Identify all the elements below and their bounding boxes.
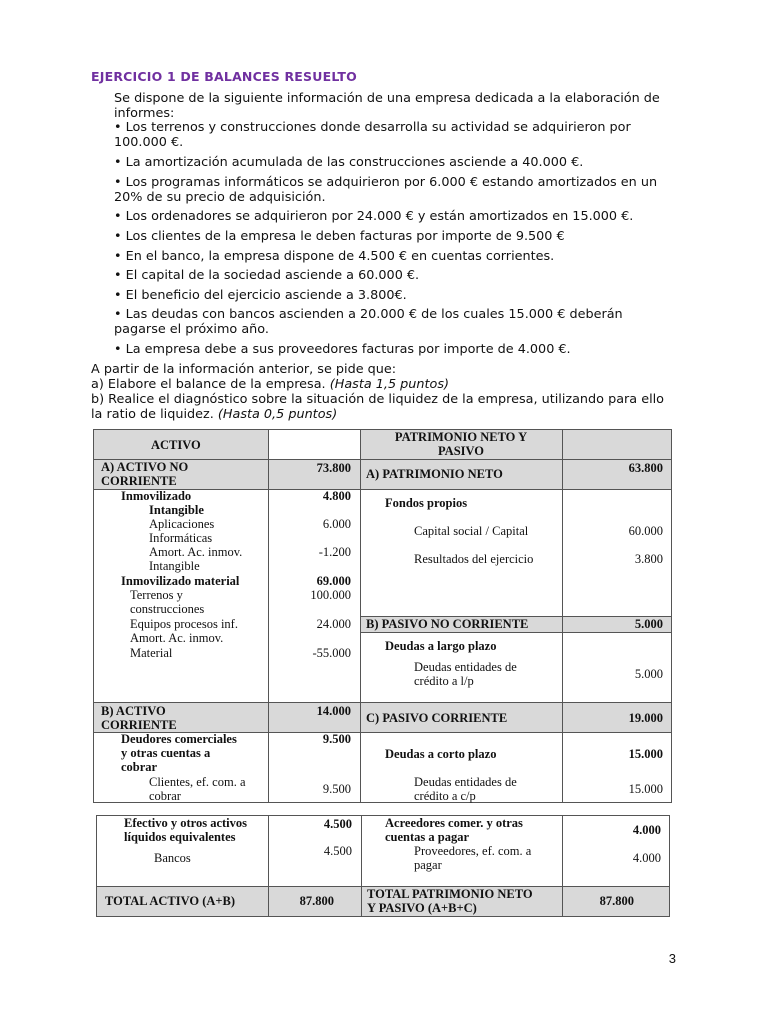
- activo-corriente-label: B) ACTIVO: [101, 704, 166, 718]
- task-instructions: A partir de la información anterior, se pide que: a) Elabore el balance de la empresa. (Hasta 1,5 puntos) b) Realice el diagnóstico sobre la situación de liquidez de la empresa, utilizando para ello la ratio de liquidez. (Hasta 0,5 puntos): [91, 362, 665, 422]
- list-item: • La empresa debe a sus proveedores facturas por importe de 4.000 €.: [114, 342, 571, 357]
- list-item: • La amortización acumulada de las construcciones asciende a 40.000 €.: [114, 155, 584, 170]
- pasivo-corriente-value: 19.000: [628, 711, 663, 725]
- list-item: • Los ordenadores se adquirieron por 24.000 € y están amortizados en 15.000 €.: [114, 209, 634, 224]
- activo-no-corriente-label: A) ACTIVO NO: [101, 460, 189, 474]
- total-activo-value: 87.800: [299, 894, 334, 908]
- pasivo-no-corriente-value: 5.000: [634, 617, 663, 631]
- header-pnp-line1: PATRIMONIO NETO Y: [394, 430, 528, 444]
- total-pasivo-label: TOTAL PATRIMONIO NETO: [367, 887, 533, 901]
- list-item: • En el banco, la empresa dispone de 4.500 € en cuentas corrientes.: [114, 249, 555, 264]
- patrimonio-neto-value: 63.800: [628, 461, 663, 475]
- page-number: 3: [668, 951, 676, 966]
- list-item: • El capital de la sociedad asciende a 60.000 €.: [114, 268, 420, 283]
- exercise-heading: EJERCICIO 1 DE BALANCES RESUELTO: [91, 69, 357, 84]
- balance-totals-table: Efectivo y otros activos líquidos equivalentes 4.500 Acreedores comer. y otras cuentas a pagar 4.000 Bancos 4.500 Proveedores, ef. com. a pagar 4.000 TOTAL ACTIVO (A+B) 87.800 TOTAL PATRIMONIO NETO Y PASIVO (A+B+C) 87.800: [96, 815, 670, 917]
- total-pasivo-value: 87.800: [599, 894, 634, 908]
- list-item: • Los clientes de la empresa le deben facturas por importe de 9.500 €: [114, 229, 565, 244]
- header-activo-label: ACTIVO: [151, 438, 201, 452]
- activo-no-corriente-value: 73.800: [316, 461, 351, 475]
- pasivo-corriente-label: C) PASIVO CORRIENTE: [366, 711, 508, 725]
- list-item: • El beneficio del ejercicio asciende a 3.800€.: [114, 288, 407, 303]
- patrimonio-neto-label: A) PATRIMONIO NETO: [366, 467, 503, 481]
- activo-corriente-value: 14.000: [316, 704, 351, 718]
- header-pnp-line2: PASIVO: [437, 444, 485, 458]
- balance-grid: ACTIVO PATRIMONIO NETO Y PASIVO A) ACTIVO NO CORRIENTE 73.800 A) PATRIMONIO NETO 63.800 Inmovilizado Intangible 4.800 Fondos propios Aplicaciones Informáticas 6.000 Capital social / Capital 60.000 Amort. Ac. inmov. Intangible -1.200 Resultados del ejercicio 3.800 Inmovilizado material 69.000 Terrenos y construcciones 100.000 Equipos procesos inf. 24.000 B) PASIVO NO CORRIENTE 5.000 Amort. Ac. inmov. Material -55.000 Deudas a largo plazo Deudas entidades de crédito a l/p 5.000 B) ACTIVO CORRIENTE 14.000 C) PASIVO CORRIENTE 19.000 Deudores comerciales y otras cuentas a cobrar 9.500 Deudas a corto plazo 15.000 Clientes, ef. com. a cobrar 9.500 Deudas entidades de crédito a c/p 15.000: [93, 429, 672, 803]
- intro-paragraph: Se dispone de la siguiente información de una empresa dedicada a la elaboración de informes:: [114, 91, 660, 121]
- pasivo-no-corriente-label: B) PASIVO NO CORRIENTE: [366, 617, 529, 631]
- total-activo-label: TOTAL ACTIVO (A+B): [105, 894, 236, 908]
